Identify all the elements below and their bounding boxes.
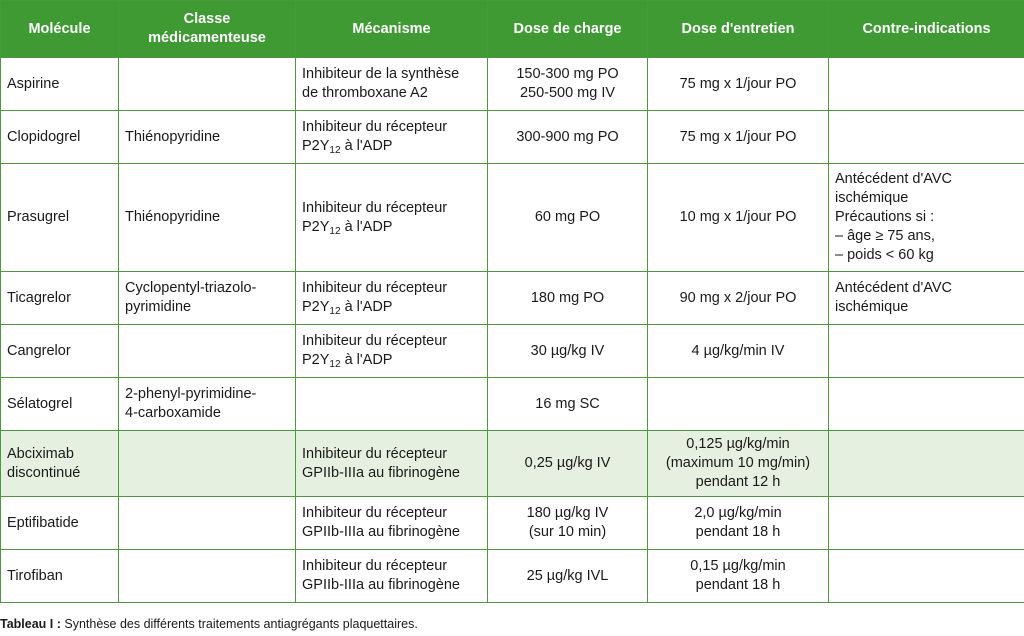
molecule-cell xyxy=(1,272,119,325)
maintenance-dose-line: 10 mg x 1/jour PO xyxy=(679,209,797,225)
table-row xyxy=(1,325,1024,378)
molecule-line: Eptifibatide xyxy=(7,514,79,531)
molecule-cell xyxy=(1,325,119,378)
mechanism-receptor-line xyxy=(302,351,481,370)
class-line: 4-carboxamide xyxy=(125,405,221,421)
mechanism-receptor-line xyxy=(302,137,481,156)
molecule-cell xyxy=(1,550,119,603)
molecule-line: Ticagrelor xyxy=(7,289,71,306)
loading-dose-line: 25 µg/kg IVL xyxy=(526,567,609,584)
header-line: Contre-indications xyxy=(862,20,991,37)
receptor-target: à l'ADP xyxy=(340,299,393,315)
class-cell xyxy=(119,325,296,378)
class-cell xyxy=(119,431,296,497)
receptor-subscript: 12 xyxy=(329,306,341,317)
maintenance-dose-cell xyxy=(648,378,829,431)
mechanism-line: Inhibiteur du récepteur xyxy=(302,505,448,521)
header-line: Mécanisme xyxy=(352,20,431,37)
molecule-line: Sélatogrel xyxy=(7,395,73,412)
loading-dose-line: 180 mg PO xyxy=(530,289,605,306)
header-class xyxy=(119,1,296,58)
molecule-line: Abciximab xyxy=(7,445,74,462)
loading-dose-cell xyxy=(488,325,648,378)
contraindications-cell xyxy=(829,550,1024,603)
receptor-target: à l'ADP xyxy=(340,218,393,235)
class-cell xyxy=(119,58,296,111)
class-line: Cyclopentyl-triazolo- xyxy=(125,280,257,296)
molecule-cell xyxy=(1,497,119,550)
mechanism-cell xyxy=(296,272,488,325)
class-cell xyxy=(119,550,296,603)
header-maintenance-dose xyxy=(648,1,829,58)
maintenance-dose-cell xyxy=(648,58,829,111)
receptor-name: P2Y xyxy=(302,218,330,235)
mechanism-cell xyxy=(296,550,488,603)
receptor-target: à l'ADP xyxy=(340,138,393,154)
mechanism-receptor-line xyxy=(302,218,481,237)
table-row xyxy=(1,431,1024,497)
header-loading-dose xyxy=(488,1,648,58)
loading-dose-cell xyxy=(488,431,648,497)
header-line: Dose d'entretien xyxy=(681,20,795,37)
molecule-cell xyxy=(1,378,119,431)
maintenance-dose-cell xyxy=(648,164,829,272)
mechanism-line: Inhibiteur du récepteur xyxy=(302,119,448,135)
maintenance-dose-line: 4 µg/kg/min IV xyxy=(691,342,785,359)
class-line: Thiénopyridine xyxy=(125,128,221,145)
molecule-line: Cangrelor xyxy=(7,342,71,359)
header-molecule xyxy=(1,1,119,58)
mechanism-cell xyxy=(296,497,488,550)
loading-dose-line: (sur 10 min) xyxy=(528,524,607,540)
loading-dose-cell xyxy=(488,272,648,325)
caption-label: Tableau I : xyxy=(0,617,61,631)
mechanism-line: Inhibiteur du récepteur xyxy=(302,199,448,216)
mechanism-line: GPIIb-IIIa au fibrinogène xyxy=(302,577,460,593)
molecule-cell xyxy=(1,111,119,164)
header-line: Classe xyxy=(183,11,231,27)
maintenance-dose-line: 2,0 µg/kg/min xyxy=(694,505,782,521)
table-row xyxy=(1,550,1024,603)
contraindications-cell xyxy=(829,378,1024,431)
header-contraindications xyxy=(829,1,1024,58)
loading-dose-line: 0,25 µg/kg IV xyxy=(524,455,611,471)
loading-dose-line: 30 µg/kg IV xyxy=(530,342,605,359)
mechanism-cell xyxy=(296,164,488,272)
receptor-subscript: 12 xyxy=(329,359,341,370)
maintenance-dose-cell xyxy=(648,325,829,378)
table-row xyxy=(1,497,1024,550)
contraindications-line: ischémique xyxy=(835,190,909,206)
loading-dose-line: 16 mg SC xyxy=(535,395,600,412)
contraindications-cell xyxy=(829,111,1024,164)
mechanism-line: GPIIb-IIIa au fibrinogène xyxy=(302,464,460,481)
class-cell xyxy=(119,164,296,272)
mechanism-cell xyxy=(296,325,488,378)
molecule-cell xyxy=(1,431,119,497)
molecule-line: Clopidogrel xyxy=(7,128,81,145)
contraindications-cell xyxy=(829,272,1024,325)
maintenance-dose-line: 90 mg x 2/jour PO xyxy=(679,289,797,306)
mechanism-line: Inhibiteur de la synthèse xyxy=(302,66,460,82)
molecule-cell xyxy=(1,164,119,272)
mechanism-receptor-line xyxy=(302,298,481,317)
receptor-subscript: 12 xyxy=(329,145,341,156)
loading-dose-line: 250-500 mg IV xyxy=(519,85,616,101)
mechanism-line: Inhibiteur du récepteur xyxy=(302,280,448,296)
maintenance-dose-line: 0,15 µg/kg/min xyxy=(690,558,786,574)
maintenance-dose-cell xyxy=(648,550,829,603)
molecule-line: Prasugrel xyxy=(7,209,70,225)
contraindications-cell xyxy=(829,58,1024,111)
table-caption xyxy=(0,616,418,632)
class-cell xyxy=(119,497,296,550)
loading-dose-cell xyxy=(488,58,648,111)
contraindications-line: ischémique xyxy=(835,299,909,315)
receptor-name: P2Y xyxy=(302,299,330,315)
receptor-name: P2Y xyxy=(302,138,330,154)
contraindications-line: – âge ≥ 75 ans, xyxy=(835,228,935,244)
mechanism-cell xyxy=(296,378,488,431)
table-body xyxy=(1,58,1024,603)
loading-dose-cell xyxy=(488,111,648,164)
contraindications-line: – poids < 60 kg xyxy=(835,247,934,263)
receptor-subscript: 12 xyxy=(329,225,341,237)
loading-dose-cell xyxy=(488,550,648,603)
class-line: 2-phenyl-pyrimidine- xyxy=(125,386,257,402)
maintenance-dose-line: (maximum 10 mg/min) xyxy=(665,455,811,471)
maintenance-dose-cell xyxy=(648,111,829,164)
maintenance-dose-cell xyxy=(648,497,829,550)
contraindications-cell xyxy=(829,325,1024,378)
maintenance-dose-line: 75 mg x 1/jour PO xyxy=(679,75,797,92)
molecule-line: Aspirine xyxy=(7,75,60,92)
class-line: pyrimidine xyxy=(125,299,192,315)
maintenance-dose-line: 0,125 µg/kg/min xyxy=(686,436,790,452)
table-row xyxy=(1,378,1024,431)
mechanism-cell xyxy=(296,431,488,497)
class-cell xyxy=(119,272,296,325)
table-row xyxy=(1,111,1024,164)
header-line: Molécule xyxy=(28,20,91,37)
table-row xyxy=(1,58,1024,111)
contraindications-line: Précautions si : xyxy=(835,209,935,225)
molecule-line: Tirofiban xyxy=(7,567,63,584)
mechanism-line: de thromboxane A2 xyxy=(302,85,428,101)
table-row xyxy=(1,272,1024,325)
loading-dose-line: 150-300 mg PO xyxy=(516,66,619,82)
table-row xyxy=(1,164,1024,272)
maintenance-dose-line: 75 mg x 1/jour PO xyxy=(679,128,797,145)
contraindications-line: Antécédent d'AVC xyxy=(835,280,952,296)
mechanism-cell xyxy=(296,58,488,111)
loading-dose-cell xyxy=(488,378,648,431)
contraindications-cell xyxy=(829,164,1024,272)
contraindications-cell xyxy=(829,431,1024,497)
maintenance-dose-line: pendant 18 h xyxy=(695,577,781,593)
maintenance-dose-cell xyxy=(648,431,829,497)
molecule-cell xyxy=(1,58,119,111)
table-header xyxy=(1,1,1024,58)
class-line: Thiénopyridine xyxy=(125,209,221,225)
loading-dose-cell xyxy=(488,497,648,550)
class-cell xyxy=(119,378,296,431)
mechanism-line: Inhibiteur du récepteur xyxy=(302,445,448,462)
mechanism-line: GPIIb-IIIa au fibrinogène xyxy=(302,524,460,540)
mechanism-line: Inhibiteur du récepteur xyxy=(302,558,448,574)
maintenance-dose-line: pendant 12 h xyxy=(695,474,781,490)
contraindications-cell xyxy=(829,497,1024,550)
caption-text: Synthèse des différents traitements antiagrégants plaquettaires. xyxy=(60,617,418,631)
receptor-name: P2Y xyxy=(302,352,330,368)
maintenance-dose-cell xyxy=(648,272,829,325)
class-cell xyxy=(119,111,296,164)
loading-dose-line: 180 µg/kg IV xyxy=(526,505,609,521)
header-line: Dose de charge xyxy=(513,20,622,37)
loading-dose-line: 300-900 mg PO xyxy=(516,128,619,145)
header-line: médicamenteuse xyxy=(148,30,266,46)
loading-dose-cell xyxy=(488,164,648,272)
loading-dose-line: 60 mg PO xyxy=(534,209,601,225)
mechanism-line: Inhibiteur du récepteur xyxy=(302,333,448,349)
mechanism-cell xyxy=(296,111,488,164)
receptor-target: à l'ADP xyxy=(340,352,393,368)
header-mechanism xyxy=(296,1,488,58)
header-row xyxy=(1,1,1024,58)
maintenance-dose-line: pendant 18 h xyxy=(695,524,781,540)
contraindications-line: Antécédent d'AVC xyxy=(835,171,952,187)
molecule-line: discontinué xyxy=(7,464,81,481)
